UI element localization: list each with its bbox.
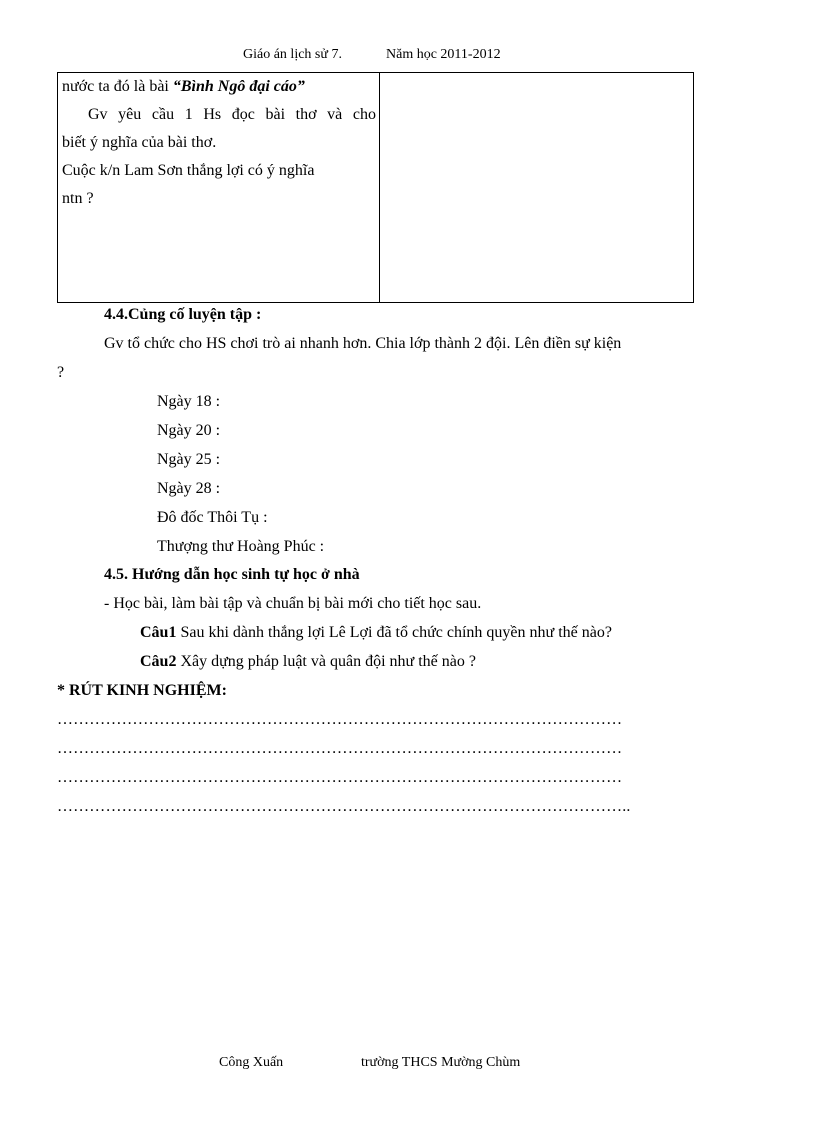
table-line-4: Cuộc k/n Lam Sơn thắng lợi có ý nghĩa <box>62 162 315 179</box>
footer-author: Công Xuấn <box>219 1055 284 1070</box>
event-item: Ngày 18 : <box>157 393 221 410</box>
question-2-text: Xây dựng pháp luật và quân đội như thế nào ? <box>176 653 476 670</box>
lesson-table <box>57 72 694 303</box>
question-1 <box>140 624 612 642</box>
header-subject: Giáo án lịch sử 7. <box>243 47 342 62</box>
section45-line1: - Học bài, làm bài tập và chuẩn bị bài mới cho tiết học sau. <box>104 595 482 612</box>
section44-intro-end: ? <box>57 364 65 381</box>
dotted-line: …………………………………………………………………………………………… <box>57 769 623 786</box>
question-2-label: Câu2 <box>140 653 177 670</box>
section44-intro: Gv tổ chức cho HS chơi trò ai nhanh hơn. Chia lớp thành 2 đội. Lên điền sự kiện <box>104 335 622 352</box>
dotted-line: …………………………………………………………………………………………… <box>57 711 623 728</box>
table-line-1 <box>62 73 376 101</box>
event-item: Thượng thư Hoàng Phúc : <box>157 538 325 555</box>
experience-heading: * RÚT KINH NGHIỆM: <box>57 682 227 699</box>
section45-heading: 4.5. Hướng dẫn học sinh tự học ở nhà <box>104 566 360 583</box>
table-line-1-text: nước ta đó là bài <box>62 78 173 95</box>
table-left-cell <box>62 73 376 213</box>
table-line-5: ntn ? <box>62 190 94 207</box>
dotted-line: …………………………………………………………………………………………… <box>57 740 623 757</box>
event-item: Ngày 20 : <box>157 422 221 439</box>
question-1-label: Câu1 <box>140 624 177 641</box>
section44-heading: 4.4.Củng cố luyện tập : <box>104 306 262 323</box>
event-item: Ngày 25 : <box>157 451 221 468</box>
dotted-line: …………………………………………………………………………………………….. <box>57 798 631 815</box>
footer-school: trường THCS Mường Chùm <box>361 1055 521 1070</box>
table-line-2: Gv yêu cầu 1 Hs đọc bài thơ và cho <box>88 106 376 123</box>
header-year: Năm học 2011-2012 <box>386 47 501 62</box>
poem-title: “Bình Ngô đại cáo” <box>172 78 305 95</box>
event-item: Đô đốc Thôi Tụ : <box>157 509 268 526</box>
table-divider <box>379 73 380 302</box>
event-item: Ngày 28 : <box>157 480 221 497</box>
table-line-3: biết ý nghĩa của bài thơ. <box>62 134 217 151</box>
question-2 <box>140 653 476 671</box>
question-1-text: Sau khi dành thắng lợi Lê Lợi đã tổ chức chính quyền như thế nào? <box>176 624 612 641</box>
